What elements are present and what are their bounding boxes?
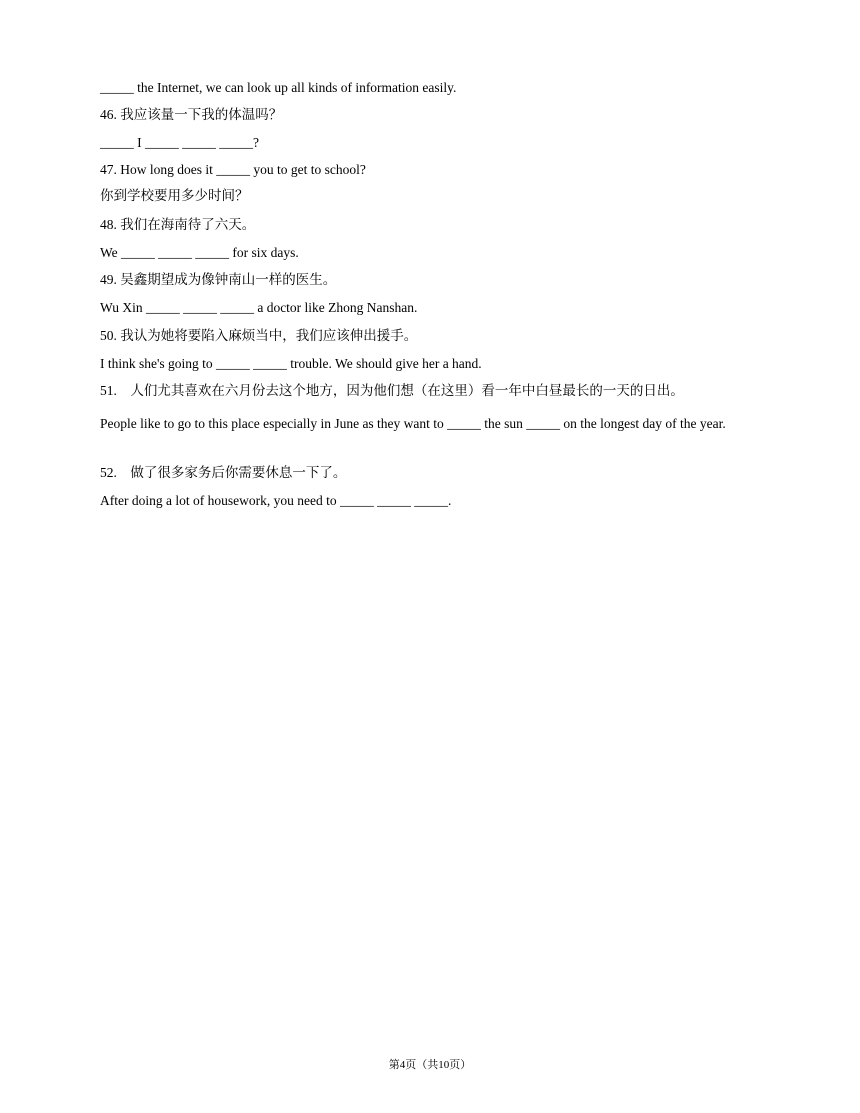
question-47-chinese: 你到学校要用多少时间？ <box>100 188 249 203</box>
question-46-english: _____ I _____ _____ _____? <box>100 135 259 150</box>
question-49-english: Wu Xin _____ _____ _____ a doctor like Zhong Nanshan. <box>100 300 418 315</box>
question-50-english: I think she's going to _____ _____ trouble. We should give her a hand. <box>100 356 482 371</box>
sentence-45-english: _____ the Internet, we can look up all kinds of information easily. <box>100 80 457 95</box>
question-48-chinese: 48. 我们在海南待了六天。 <box>100 217 256 232</box>
question-50-chinese: 50. 我认为她将要陷入麻烦当中，我们应该伸出援手。 <box>100 328 418 343</box>
question-46-chinese: 46. 我应该量一下我的体温吗？ <box>100 107 283 122</box>
question-51-chinese: 51. 人们尤其喜欢在六月份去这个地方，因为他们想（在这里）看一年中白昼最长的一天的日出。 <box>100 383 684 398</box>
question-51-english: People like to go to this place especially in June as they want to _____ the sun _____ on the longest day of the year. <box>100 416 726 431</box>
question-48-english: We _____ _____ _____ for six days. <box>100 245 299 260</box>
question-47-english: 47. How long does it _____ you to get to school? <box>100 162 366 177</box>
question-52-chinese: 52. 做了很多家务后你需要休息一下了。 <box>100 465 347 480</box>
question-52-english: After doing a lot of housework, you need to _____ _____ _____. <box>100 493 452 508</box>
page-footer: 第4页（共10页） <box>388 1059 472 1071</box>
question-49-chinese: 49. 吴鑫期望成为像钟南山一样的医生。 <box>100 272 337 287</box>
